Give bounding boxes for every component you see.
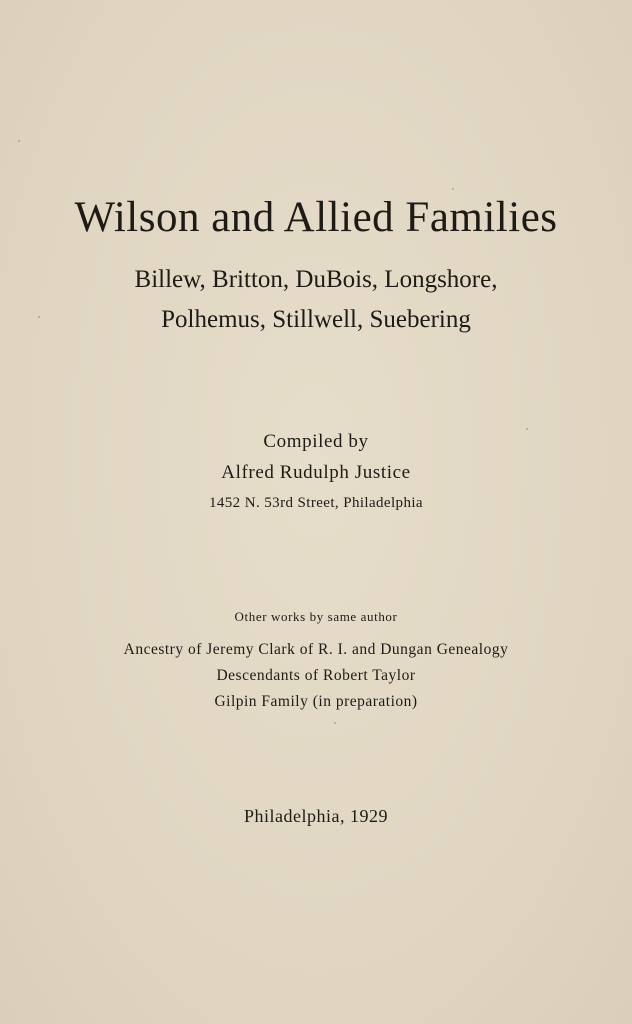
compiled-by-label: Compiled by: [263, 431, 369, 452]
publication-imprint: Philadelphia, 1929: [244, 806, 388, 826]
paper-speck: [38, 316, 40, 318]
other-works-heading: Other works by same author: [234, 609, 398, 624]
book-title: Wilson and Allied Families: [74, 194, 558, 241]
other-work-item: Ancestry of Jeremy Clark of R. I. and Dungan Genealogy: [123, 641, 509, 658]
paper-speck: [452, 188, 454, 190]
paper-speck: [334, 722, 336, 724]
allied-families-line-1: Billew, Britton, DuBois, Longshore,: [134, 266, 498, 293]
allied-families-line-2: Polhemus, Stillwell, Suebering: [161, 306, 471, 333]
other-work-item: Descendants of Robert Taylor: [216, 667, 416, 684]
author-address: 1452 N. 53rd Street, Philadelphia: [208, 495, 423, 511]
other-work-item: Gilpin Family (in preparation): [214, 693, 418, 710]
author-name: Alfred Rudulph Justice: [221, 462, 411, 483]
paper-speck: [526, 428, 528, 430]
paper-speck: [18, 140, 20, 142]
